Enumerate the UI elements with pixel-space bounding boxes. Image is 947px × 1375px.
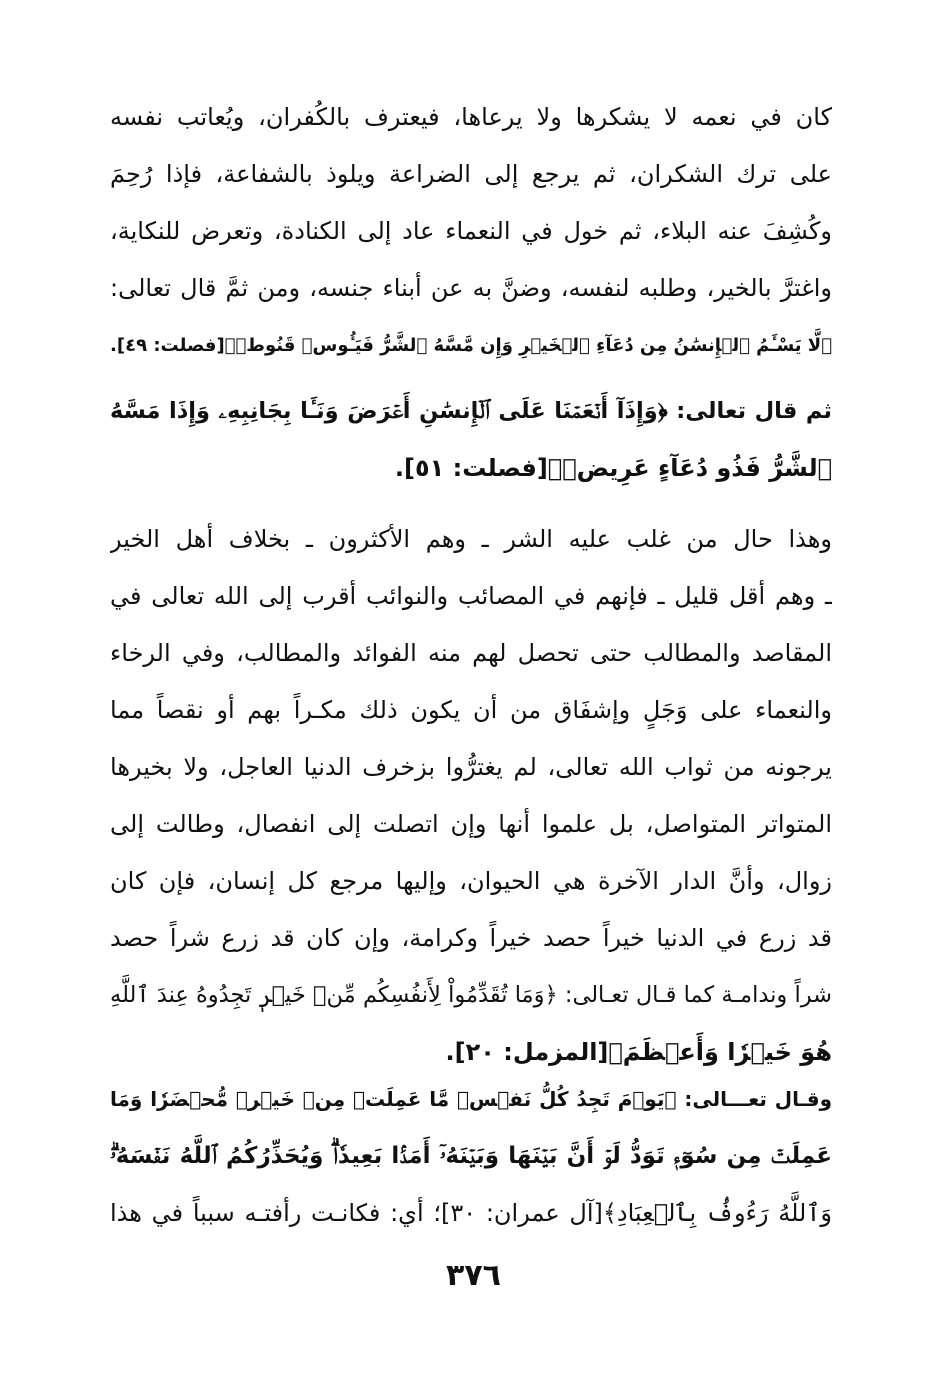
text-line: وهذا حال من غلب عليه الشر ـ وهم الأكثرون ـ بخلاف أهل الخير: [110, 525, 832, 553]
text-line: والنعماء على وَجَلٍ وإشفَاق من أن يكون ذلك مكـراً بهم أو نقصاً مما: [110, 696, 832, 724]
quran-verse-line: هُوَ خَيۡرٗا وَأَعۡظَمَ﴾[المزمل: ٢٠].: [445, 1038, 832, 1066]
quran-verse-line: ٱلشَّرُّ فَذُو دُعَآءٍ عَرِيضٖ﴾[فصلت: ٥١].: [394, 454, 832, 482]
page-number: ٣٧٦: [446, 1258, 501, 1293]
paragraph-3: [110, 511, 832, 1081]
quran-verse-line: عَمِلَتۡ مِن سُوٓءٖ تَوَدُّ لَوۡ أَنَّ بَيۡنَهَا وَبَيۡنَهُۥٓ أَمَدَۢا بَعِيدٗاۗ وَيُحَذِّرُكُمُ ٱللَّهُ نَفۡسَهُۥۗ: [110, 1143, 832, 1169]
text-line: كان في نعمه لا يشكرها ولا يرعاها، فيعترف بالكُفران، ويُعاتب نفسه: [110, 103, 832, 131]
paragraph-4: [110, 1071, 832, 1242]
text-line: واغترَّ بالخير، وطلبه لنفسه، وضنَّ به عن أبناء جنسه، ومن ثمَّ قال تعالى:: [110, 274, 832, 302]
text-line: المقاصد والمطالب حتى تحصل لهم منه الفوائد والمطالب، وفي الرخاء: [110, 639, 832, 667]
quran-verse-line: وقـال تعـــالى: ﴿يَوۡمَ تَجِدُ كُلُّ نَفۡسٖ مَّا عَمِلَتۡ مِنۡ خَيۡرٖ مُّحۡضَرٗا وَمَا: [110, 1087, 832, 1111]
text-line: المتواتر المتواصل، بل علموا أنها وإن اتصلت إلى انفصال، وطالت إلى: [110, 810, 832, 838]
text-line: ـ وهم أقل قليل ـ فإنهم في المصائب والنوائب أقرب إلى الله تعالى في: [110, 582, 832, 610]
text-line: وَٱللَّهُ رَءُوفُۢ بِٱلۡعِبَادِ﴾[آل عمران: ٣٠]؛ أي: فكانـت رأفتـه سبباً في هذا: [110, 1199, 832, 1227]
text-line: زوال، وأنَّ الدار الآخرة هي الحيوان، وإليها مرجع كل إنسان، فإن كان: [110, 867, 832, 895]
paragraph-2: [110, 383, 832, 497]
text-line: قد زرع في الدنيا خيراً حصد خيراً وكرامة، وإن كان قد زرع شراً حصد: [110, 924, 832, 952]
text-line: يرجونه من ثواب الله تعالى، لم يغترُّوا بزخرف الدنيا العاجل، ولا بخيرها: [110, 753, 832, 781]
text-line: على ترك الشكران، ثم يرجع إلى الضراعة ويلوذ بالشفاعة، فإذا رُحِمَ: [110, 160, 832, 188]
quran-verse-line: ثم قال تعالى: ﴿وَإِذَآ أَنۡعَمۡنَا عَلَى ٱلۡإِنسَٰنِ أَعۡرَضَ وَنَـَٔا بِجَانِبِهِۦ وَإِذَا مَسَّهُ: [110, 398, 832, 424]
paragraph-1: [110, 89, 832, 374]
text-line: شراً وندامـة كما قـال تعـالى: ﴿وَمَا تُقَدِّمُواْ لِأَنفُسِكُم مِّنۡ خَيۡرٖ تَجِدُوهُ عِندَ ٱللَّهِ: [110, 982, 832, 1008]
text-line: وكُشِفَ عنه البلاء، ثم خول في النعماء عاد إلى الكنادة، وتعرض للنكاية،: [110, 217, 832, 245]
quran-verse-line: ﴿لَّا يَسْـَٔمُ ٱلۡإِنسَٰنُ مِن دُعَآءِ ٱلۡخَيۡرِ وَإِن مَّسَّهُ ٱلشَّرُّ فَيَـُٔوسٞ قَنُوطٞ﴾[فصلت: ٤٩].: [110, 335, 832, 356]
